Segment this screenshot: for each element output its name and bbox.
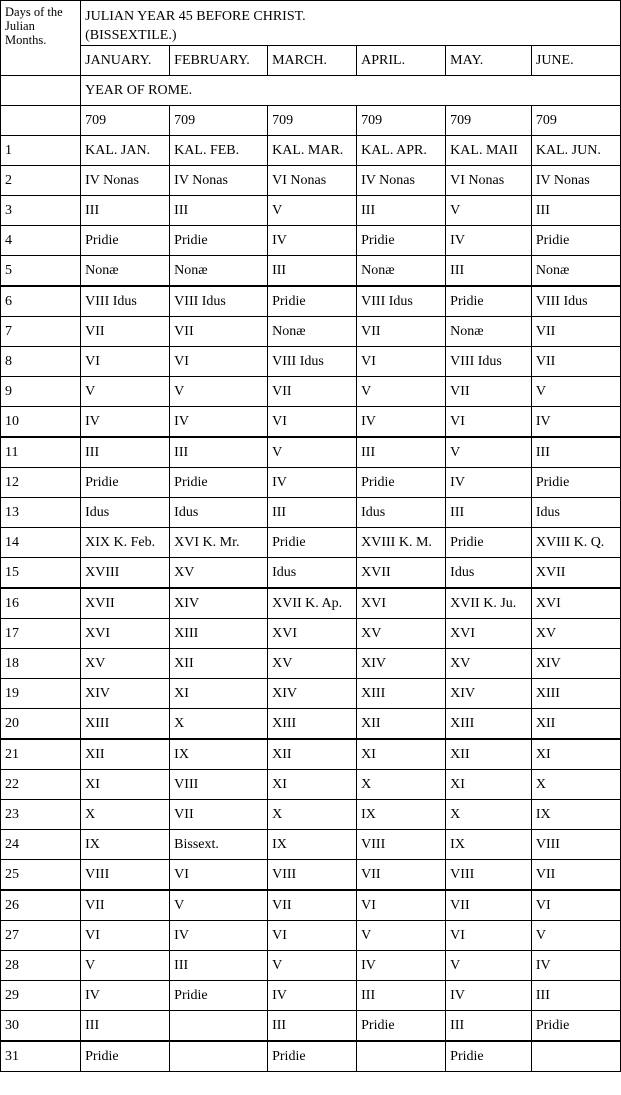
date-cell: VI	[446, 407, 532, 438]
date-cell: V	[357, 921, 446, 951]
date-cell: IV	[446, 981, 532, 1011]
table-row	[1, 136, 621, 166]
date-cell: VIII Idus	[170, 286, 268, 317]
table-row	[1, 528, 621, 558]
table-row	[1, 166, 621, 196]
date-cell: IV	[446, 468, 532, 498]
month-header: JUNE.	[531, 46, 620, 76]
date-cell: VIII	[170, 770, 268, 800]
date-cell: III	[81, 1011, 170, 1042]
date-cell: XIII	[268, 709, 357, 740]
day-number: 12	[1, 468, 81, 498]
date-cell: XVIII	[81, 558, 170, 589]
date-cell: Bissext.	[170, 830, 268, 860]
table-row	[1, 1041, 621, 1072]
date-cell: Nonæ	[357, 256, 446, 287]
date-cell: IV	[531, 951, 620, 981]
date-cell: VI	[531, 890, 620, 921]
day-number: 29	[1, 981, 81, 1011]
date-cell: VIII	[81, 860, 170, 891]
date-cell: V	[531, 377, 620, 407]
date-cell: III	[357, 437, 446, 468]
date-cell: X	[357, 770, 446, 800]
date-cell: X	[268, 800, 357, 830]
date-cell: XVI K. Mr.	[170, 528, 268, 558]
date-cell: V	[81, 951, 170, 981]
date-cell: XII	[81, 739, 170, 770]
date-cell: XVI	[268, 619, 357, 649]
date-cell: Pridie	[531, 226, 620, 256]
date-cell: IV	[268, 468, 357, 498]
table-row	[1, 226, 621, 256]
date-cell: IV	[81, 407, 170, 438]
date-cell: XVII	[357, 558, 446, 589]
date-cell: V	[81, 377, 170, 407]
date-cell: VIII Idus	[446, 347, 532, 377]
date-cell: Pridie	[446, 286, 532, 317]
day-number: 23	[1, 800, 81, 830]
table-title	[81, 1, 621, 46]
title-row	[1, 1, 621, 46]
date-cell: IV Nonas	[357, 166, 446, 196]
date-cell: Nonæ	[170, 256, 268, 287]
day-number: 3	[1, 196, 81, 226]
table-row	[1, 921, 621, 951]
date-cell: VII	[357, 317, 446, 347]
month-header: MARCH.	[268, 46, 357, 76]
date-cell: IX	[81, 830, 170, 860]
table-row	[1, 256, 621, 287]
date-cell: V	[357, 377, 446, 407]
date-cell: VIII	[357, 830, 446, 860]
day-number: 20	[1, 709, 81, 740]
month-header: APRIL.	[357, 46, 446, 76]
date-cell: IV Nonas	[170, 166, 268, 196]
day-number: 1	[1, 136, 81, 166]
date-cell: III	[81, 437, 170, 468]
date-cell	[357, 1041, 446, 1072]
date-cell: X	[531, 770, 620, 800]
date-cell: III	[531, 437, 620, 468]
date-cell: VII	[268, 377, 357, 407]
date-cell: Idus	[268, 558, 357, 589]
date-cell: XIII	[170, 619, 268, 649]
year-cell: 709	[357, 106, 446, 136]
date-cell: VI	[170, 347, 268, 377]
date-cell: IV	[357, 407, 446, 438]
year-cell: 709	[531, 106, 620, 136]
date-cell: VIII	[268, 860, 357, 891]
table-row	[1, 739, 621, 770]
date-cell: XIX K. Feb.	[81, 528, 170, 558]
date-cell	[170, 1041, 268, 1072]
date-cell: KAL. JUN.	[531, 136, 620, 166]
date-cell: VII	[170, 800, 268, 830]
days-column-header: Days of the Julian Months.	[1, 1, 81, 76]
date-cell: Pridie	[357, 468, 446, 498]
day-number: 30	[1, 1011, 81, 1042]
date-cell: IX	[357, 800, 446, 830]
date-cell: VIII	[531, 830, 620, 860]
date-cell: X	[170, 709, 268, 740]
table-row	[1, 770, 621, 800]
date-cell: XII	[446, 739, 532, 770]
date-cell: XIV	[357, 649, 446, 679]
date-cell: XV	[170, 558, 268, 589]
table-row	[1, 407, 621, 438]
date-cell: V	[170, 377, 268, 407]
date-cell: XII	[268, 739, 357, 770]
date-cell: Pridie	[170, 981, 268, 1011]
date-cell: III	[531, 196, 620, 226]
date-cell: X	[81, 800, 170, 830]
title-line-2: (BISSEXTILE.)	[85, 28, 177, 43]
date-cell: VI	[357, 347, 446, 377]
day-number: 27	[1, 921, 81, 951]
day-number: 16	[1, 588, 81, 619]
date-cell: VI	[268, 921, 357, 951]
year-of-rome-label: YEAR OF ROME.	[81, 76, 621, 106]
date-cell: XVI	[446, 619, 532, 649]
date-cell: VI	[170, 860, 268, 891]
date-cell: XI	[268, 770, 357, 800]
date-cell: Idus	[170, 498, 268, 528]
date-cell: IX	[170, 739, 268, 770]
date-cell: VI	[81, 921, 170, 951]
day-number: 17	[1, 619, 81, 649]
date-cell	[531, 1041, 620, 1072]
day-number: 9	[1, 377, 81, 407]
date-cell: IV	[170, 407, 268, 438]
date-cell: XV	[446, 649, 532, 679]
table-row	[1, 830, 621, 860]
day-number: 8	[1, 347, 81, 377]
day-number: 22	[1, 770, 81, 800]
empty-cell	[1, 76, 81, 106]
date-cell: X	[446, 800, 532, 830]
date-cell: IV	[268, 981, 357, 1011]
day-number: 6	[1, 286, 81, 317]
table-row	[1, 377, 621, 407]
date-cell: XI	[357, 739, 446, 770]
day-number: 4	[1, 226, 81, 256]
month-header-row	[1, 46, 621, 76]
date-cell: VII	[81, 317, 170, 347]
date-cell: VI Nonas	[446, 166, 532, 196]
date-cell: VII	[268, 890, 357, 921]
date-cell: XI	[81, 770, 170, 800]
date-cell: III	[531, 981, 620, 1011]
date-cell: III	[357, 981, 446, 1011]
table-row	[1, 679, 621, 709]
date-cell: VI	[446, 921, 532, 951]
day-number: 10	[1, 407, 81, 438]
date-cell: III	[446, 256, 532, 287]
date-cell: XII	[170, 649, 268, 679]
title-line-1: JULIAN YEAR 45 BEFORE CHRIST.	[85, 9, 306, 24]
date-cell: XIV	[170, 588, 268, 619]
date-cell: VII	[81, 890, 170, 921]
date-cell: Pridie	[170, 468, 268, 498]
year-cell: 709	[268, 106, 357, 136]
day-number: 14	[1, 528, 81, 558]
date-cell: XV	[357, 619, 446, 649]
date-cell: VII	[446, 377, 532, 407]
day-number: 31	[1, 1041, 81, 1072]
table-row	[1, 558, 621, 589]
date-cell: Nonæ	[81, 256, 170, 287]
date-cell: XI	[531, 739, 620, 770]
date-cell: V	[268, 196, 357, 226]
date-cell: XII	[357, 709, 446, 740]
date-cell: VIII Idus	[81, 286, 170, 317]
date-cell: XV	[81, 649, 170, 679]
day-number: 2	[1, 166, 81, 196]
date-cell: KAL. JAN.	[81, 136, 170, 166]
day-number: 15	[1, 558, 81, 589]
date-cell: VI Nonas	[268, 166, 357, 196]
table-row	[1, 498, 621, 528]
table-row	[1, 981, 621, 1011]
date-cell: Nonæ	[268, 317, 357, 347]
date-cell: Pridie	[531, 468, 620, 498]
date-cell: V	[446, 437, 532, 468]
date-cell: IV	[81, 981, 170, 1011]
date-cell: IV	[268, 226, 357, 256]
date-cell: XIII	[357, 679, 446, 709]
date-cell: Pridie	[81, 1041, 170, 1072]
table-row	[1, 951, 621, 981]
date-cell	[170, 1011, 268, 1042]
date-cell: Pridie	[170, 226, 268, 256]
date-cell: Idus	[446, 558, 532, 589]
table-row	[1, 347, 621, 377]
day-number: 18	[1, 649, 81, 679]
date-cell: KAL. MAII	[446, 136, 532, 166]
table-row	[1, 588, 621, 619]
date-cell: III	[268, 1011, 357, 1042]
table-row	[1, 317, 621, 347]
year-cell: 709	[81, 106, 170, 136]
month-header: MAY.	[446, 46, 532, 76]
date-cell: V	[446, 196, 532, 226]
date-cell: VIII Idus	[357, 286, 446, 317]
date-cell: VII	[170, 317, 268, 347]
table-row	[1, 709, 621, 740]
date-cell: V	[531, 921, 620, 951]
date-cell: III	[446, 1011, 532, 1042]
date-cell: V	[268, 951, 357, 981]
date-cell: Idus	[81, 498, 170, 528]
day-number: 5	[1, 256, 81, 287]
date-cell: IV	[357, 951, 446, 981]
table-row	[1, 649, 621, 679]
date-cell: Pridie	[531, 1011, 620, 1042]
date-cell: Pridie	[357, 226, 446, 256]
date-cell: XVII K. Ap.	[268, 588, 357, 619]
year-of-rome-row	[1, 76, 621, 106]
year-cell: 709	[446, 106, 532, 136]
date-cell: IX	[531, 800, 620, 830]
date-cell: XVII	[81, 588, 170, 619]
date-cell: Pridie	[446, 528, 532, 558]
date-cell: IX	[446, 830, 532, 860]
date-cell: Pridie	[268, 528, 357, 558]
date-cell: VI	[357, 890, 446, 921]
month-header: FEBRUARY.	[170, 46, 268, 76]
date-cell: XV	[268, 649, 357, 679]
day-number: 24	[1, 830, 81, 860]
date-cell: VI	[81, 347, 170, 377]
date-cell: IV	[446, 226, 532, 256]
date-cell: XIII	[446, 709, 532, 740]
date-cell: Nonæ	[531, 256, 620, 287]
date-cell: III	[268, 256, 357, 287]
date-cell: XVII	[531, 558, 620, 589]
table-row	[1, 286, 621, 317]
date-cell: VII	[357, 860, 446, 891]
date-cell: KAL. MAR.	[268, 136, 357, 166]
table-row	[1, 619, 621, 649]
day-number: 21	[1, 739, 81, 770]
date-cell: III	[357, 196, 446, 226]
date-cell: XIII	[531, 679, 620, 709]
date-cell: XVIII K. M.	[357, 528, 446, 558]
date-cell: IV	[531, 407, 620, 438]
date-cell: XI	[446, 770, 532, 800]
date-cell: Pridie	[81, 226, 170, 256]
table-row	[1, 860, 621, 891]
date-cell: III	[268, 498, 357, 528]
date-cell: XVI	[531, 588, 620, 619]
date-cell: XIV	[446, 679, 532, 709]
date-cell: Nonæ	[446, 317, 532, 347]
day-number: 11	[1, 437, 81, 468]
empty-cell	[1, 106, 81, 136]
table-row	[1, 890, 621, 921]
date-cell: Pridie	[81, 468, 170, 498]
table-row	[1, 437, 621, 468]
table-row	[1, 196, 621, 226]
date-cell: XIV	[268, 679, 357, 709]
day-number: 25	[1, 860, 81, 891]
date-cell: KAL. FEB.	[170, 136, 268, 166]
day-number: 26	[1, 890, 81, 921]
date-cell: Pridie	[446, 1041, 532, 1072]
date-cell: III	[446, 498, 532, 528]
date-cell: V	[268, 437, 357, 468]
date-cell: XIII	[81, 709, 170, 740]
date-cell: VII	[446, 890, 532, 921]
date-cell: Idus	[357, 498, 446, 528]
date-cell: XIV	[81, 679, 170, 709]
date-cell: XVII K. Ju.	[446, 588, 532, 619]
day-number: 7	[1, 317, 81, 347]
date-cell: VIII Idus	[531, 286, 620, 317]
table-row	[1, 468, 621, 498]
year-cell: 709	[170, 106, 268, 136]
date-cell: IV Nonas	[81, 166, 170, 196]
date-cell: IX	[268, 830, 357, 860]
date-cell: KAL. APR.	[357, 136, 446, 166]
date-cell: III	[170, 437, 268, 468]
date-cell: IV Nonas	[531, 166, 620, 196]
date-cell: Pridie	[268, 286, 357, 317]
date-cell: XI	[170, 679, 268, 709]
date-cell: III	[170, 951, 268, 981]
date-cell: III	[170, 196, 268, 226]
date-cell: XIV	[531, 649, 620, 679]
date-cell: VII	[531, 860, 620, 891]
date-cell: Idus	[531, 498, 620, 528]
day-number: 19	[1, 679, 81, 709]
table-row	[1, 1011, 621, 1042]
month-header: JANUARY.	[81, 46, 170, 76]
date-cell: Pridie	[268, 1041, 357, 1072]
date-cell: VIII Idus	[268, 347, 357, 377]
date-cell: VII	[531, 347, 620, 377]
date-cell: XVI	[81, 619, 170, 649]
day-number: 28	[1, 951, 81, 981]
date-cell: VI	[268, 407, 357, 438]
date-cell: XV	[531, 619, 620, 649]
date-cell: VIII	[446, 860, 532, 891]
day-number: 13	[1, 498, 81, 528]
date-cell: VII	[531, 317, 620, 347]
date-cell: XVI	[357, 588, 446, 619]
date-cell: III	[81, 196, 170, 226]
date-cell: Pridie	[357, 1011, 446, 1042]
date-cell: V	[446, 951, 532, 981]
date-cell: V	[170, 890, 268, 921]
date-cell: XVIII K. Q.	[531, 528, 620, 558]
date-cell: XII	[531, 709, 620, 740]
year-row	[1, 106, 621, 136]
table-row	[1, 800, 621, 830]
date-cell: IV	[170, 921, 268, 951]
